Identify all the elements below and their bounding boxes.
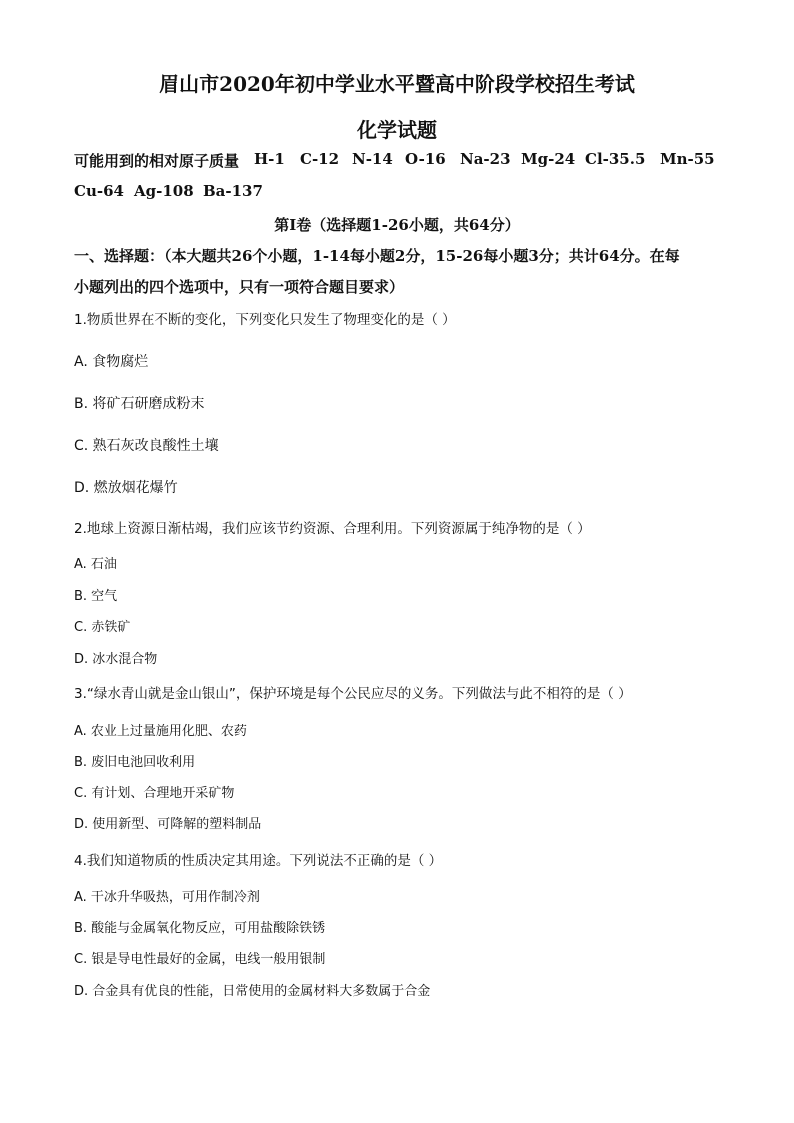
section-instruction-line-2: 小题列出的四个选项中，只有一项符合题目要求）: [74, 278, 405, 296]
section-instruction-line-1: 一、选择题：（本大题共26个小题，1-14每小题2分，15-26每小题3分；共计64分。在每: [74, 247, 680, 265]
question-3-stem: 3.“绿水青山就是金山银山”，保护环境是每个公民应尽的义务。下列做法与此不相符的是（ ）: [74, 686, 632, 702]
atomic-mass-item: O-16: [405, 150, 446, 168]
atomic-mass-label: 可能用到的相对原子质量: [74, 152, 240, 170]
exam-title: 眉山市2020年初中学业水平暨高中阶段学校招生考试: [159, 72, 635, 96]
atomic-mass-item: Cu-64: [74, 182, 124, 200]
atomic-mass-item: N-14: [352, 150, 393, 168]
question-4-stem: 4.我们知道物质的性质决定其用途。下列说法不正确的是（ ）: [74, 853, 443, 869]
question-4-option-d: D. 合金具有优良的性能，日常使用的金属材料大多数属于合金: [74, 984, 431, 999]
question-1-option-b: B. 将矿石研磨成粉末: [74, 396, 205, 412]
atomic-mass-item: Na-23: [460, 150, 511, 168]
question-2-stem: 2.地球上资源日渐枯竭，我们应该节约资源、合理利用。下列资源属于纯净物的是（ ）: [74, 521, 591, 537]
question-1-stem: 1.物质世界在不断的变化，下列变化只发生了物理变化的是（ ）: [74, 312, 456, 328]
atomic-mass-item: Mn-55: [660, 150, 715, 168]
question-1-option-a: A. 食物腐烂: [74, 354, 149, 370]
atomic-mass-item: Ag-108: [134, 182, 194, 200]
atomic-mass-item: H-1: [254, 150, 285, 168]
question-4-option-c: C. 银是导电性最好的金属，电线一般用银制: [74, 952, 326, 967]
question-3-option-a: A. 农业上过量施用化肥、农药: [74, 724, 247, 739]
question-2-option-b: B. 空气: [74, 589, 118, 604]
section-title: 第Ⅰ卷（选择题1-26小题，共64分）: [274, 216, 520, 234]
question-2-option-a: A. 石油: [74, 557, 117, 572]
question-3-option-d: D. 使用新型、可降解的塑料制品: [74, 817, 262, 832]
atomic-mass-item: C-12: [300, 150, 340, 168]
atomic-mass-item: Mg-24: [521, 150, 576, 168]
exam-subtitle: 化学试题: [357, 118, 437, 142]
question-3-option-b: B. 废旧电池回收利用: [74, 755, 196, 770]
question-3-option-c: C. 有计划、合理地开采矿物: [74, 786, 235, 801]
question-4-option-a: A. 干冰升华吸热，可用作制冷剂: [74, 890, 260, 905]
question-2-option-d: D. 冰水混合物: [74, 652, 158, 667]
question-1-option-c: C. 熟石灰改良酸性土壤: [74, 438, 219, 454]
question-1-option-d: D. 燃放烟花爆竹: [74, 480, 178, 496]
atomic-mass-item: Cl-35.5: [585, 150, 646, 168]
question-2-option-c: C. 赤铁矿: [74, 620, 131, 635]
question-4-option-b: B. 酸能与金属氧化物反应，可用盐酸除铁锈: [74, 921, 326, 936]
atomic-mass-item: Ba-137: [203, 182, 263, 200]
